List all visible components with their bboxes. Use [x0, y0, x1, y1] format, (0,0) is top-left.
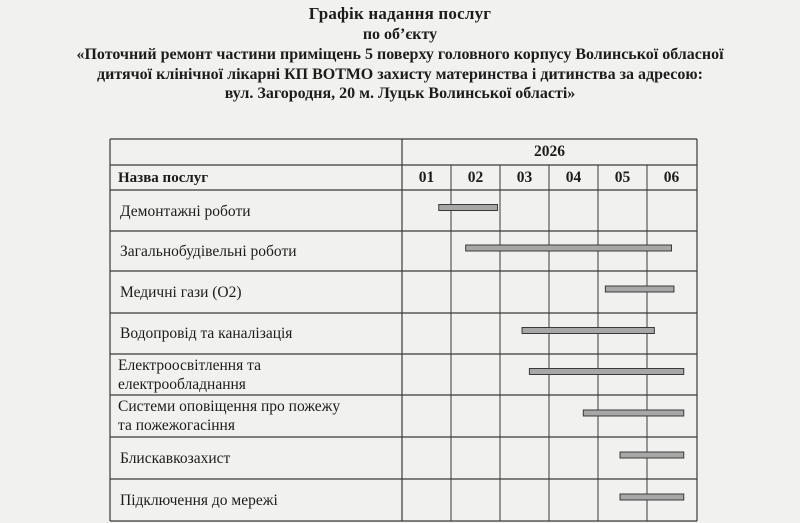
- gantt-bar: [583, 410, 683, 416]
- service-label: [118, 396, 393, 436]
- object-description-line: дитячої клінічної лікарні КП ВОТМО захисту материнства і дитинства за адресою:: [97, 65, 703, 83]
- service-label-line: Системи оповіщення про пожежу: [118, 398, 341, 415]
- gantt-bar: [620, 494, 684, 500]
- document-subtitle: по об’єкту: [362, 26, 438, 43]
- service-label-line: Електроосвітлення та: [118, 356, 261, 374]
- gantt-bar: [466, 245, 672, 251]
- object-description-line: «Поточний ремонт частини приміщень 5 поверху головного корпусу Волинської обласної: [76, 46, 724, 63]
- month-header: 03: [516, 169, 533, 186]
- document-title: Графік надання послуг: [308, 4, 492, 23]
- gantt-bar: [605, 286, 674, 292]
- service-label: Медичні гази (О2): [120, 283, 242, 301]
- month-header: 06: [663, 169, 680, 186]
- service-label: Блискавкозахист: [120, 449, 231, 467]
- object-description-line: вул. Загородня, 20 м. Луцьк Волинської області»: [224, 85, 576, 102]
- gantt-bar: [522, 328, 654, 334]
- service-label: Демонтажні роботи: [120, 202, 251, 220]
- gantt-bar: [620, 452, 684, 458]
- month-header: 02: [467, 169, 484, 186]
- service-label-line: електрообладнання: [118, 375, 246, 393]
- service-label: Загальнобудівельні роботи: [120, 242, 297, 260]
- month-header: 05: [614, 169, 631, 186]
- service-name-header: Назва послуг: [118, 169, 209, 186]
- service-label-line: та пожежогасіння: [118, 417, 235, 434]
- gantt-bar: [439, 205, 498, 211]
- year-header: 2026: [534, 143, 565, 160]
- service-label: Підключення до мережі: [120, 491, 278, 509]
- service-label: Водопровід та каналізація: [120, 325, 293, 342]
- month-header: 01: [418, 169, 435, 186]
- month-header: 04: [565, 169, 582, 186]
- gantt-bar: [529, 369, 683, 375]
- service-label: [118, 355, 393, 394]
